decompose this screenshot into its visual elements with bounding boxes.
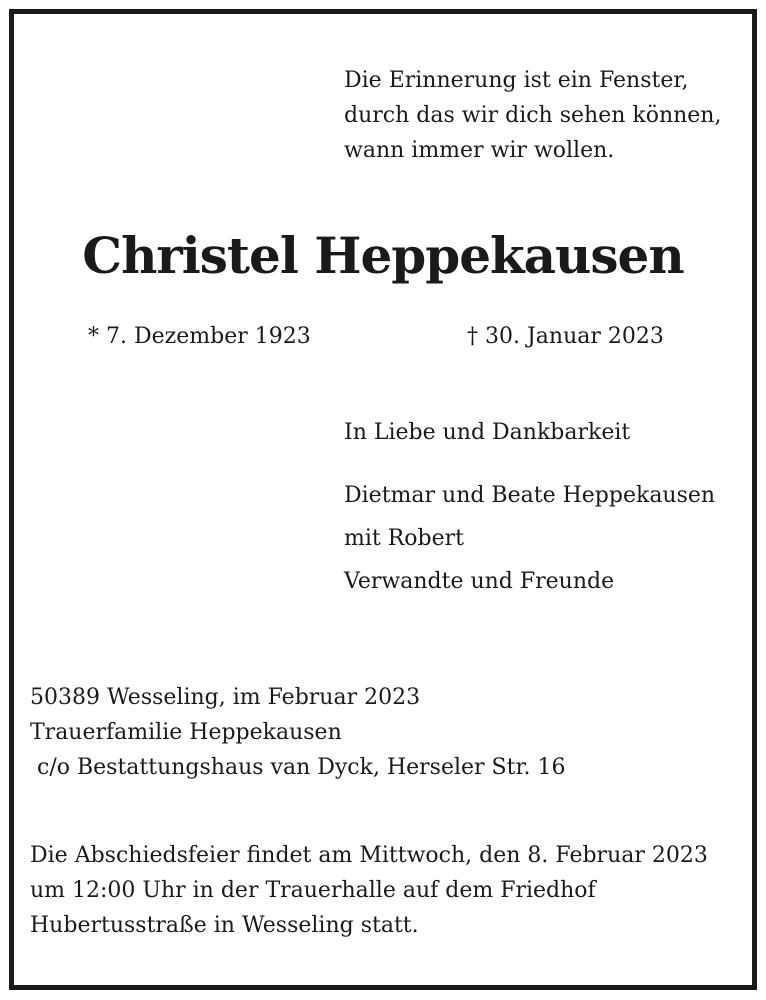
ceremony-line: Hubertusstraße in Wesseling statt. [30,913,419,938]
birth-date: * 7. Dezember 1923 [88,324,311,349]
address-line: c/o Bestattungshaus van Dyck, Herseler Str. 16 [30,755,566,780]
deceased-name: Christel Heppekausen [82,226,684,285]
ceremony-info [30,838,708,943]
dedication: In Liebe und Dankbarkeit [344,420,631,445]
quote-line: wann immer wir wollen. [344,138,615,163]
family-address [30,680,566,785]
quote-line: Die Erinnerung ist ein Fenster, [344,68,689,93]
mourner-entry: mit Robert [344,526,465,551]
address-line: 50389 Wesseling, im Februar 2023 [30,685,421,710]
ceremony-line: Die Abschiedsfeier findet am Mittwoch, den 8. Februar 2023 [30,843,708,868]
death-date: † 30. Januar 2023 [467,324,664,349]
address-line: Trauerfamilie Heppekausen [30,720,342,745]
mourners-list [344,474,715,603]
memorial-quote [344,63,721,168]
mourner-entry: Verwandte und Freunde [344,569,615,594]
quote-line: durch das wir dich sehen können, [344,103,722,128]
mourner-entry: Dietmar und Beate Heppekausen [344,483,716,508]
ceremony-line: um 12:00 Uhr in der Trauerhalle auf dem Friedhof [30,878,596,903]
